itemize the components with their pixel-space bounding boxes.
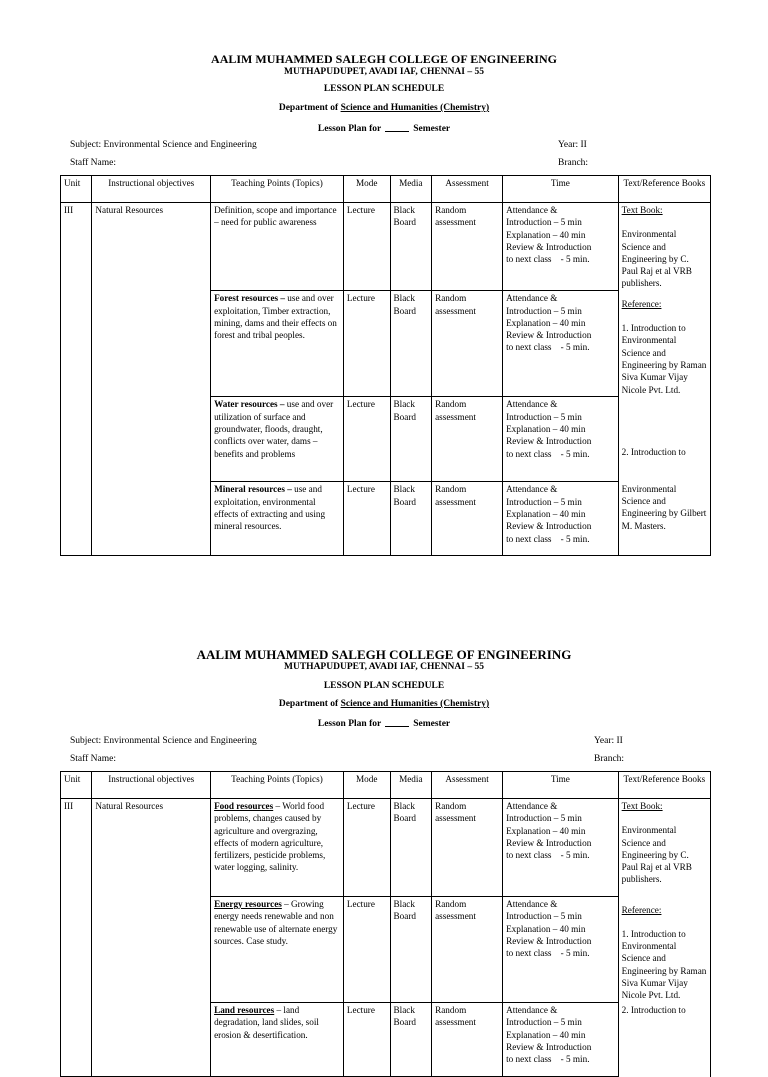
- objectives-header: Instructional objectives: [92, 772, 211, 799]
- topic-cell: [211, 799, 344, 897]
- year-line: Year: II: [594, 736, 623, 746]
- time-line: Review & Introduction: [506, 935, 592, 946]
- subject-line: Subject: Environmental Science and Engineering: [70, 736, 257, 746]
- assessment-cell: Random assessment: [432, 203, 503, 291]
- time-line: Review & Introduction: [506, 241, 592, 252]
- mode-cell: Lecture: [343, 291, 390, 397]
- mode-cell: Lecture: [343, 1003, 390, 1077]
- lesson-plan-table: [60, 771, 711, 1077]
- time-line: Introduction – 5 min: [506, 217, 582, 228]
- topic-text: use and exploitation, environmental effects of extracting and using mineral resources.: [214, 484, 326, 532]
- table-header-row: [61, 176, 711, 203]
- media-cell: Black Board: [390, 799, 432, 897]
- assessment-cell: Random assessment: [432, 397, 503, 482]
- topics-header: Teaching Points (Topics): [211, 176, 344, 203]
- reference-label: Reference:: [621, 298, 662, 309]
- assessment-header: Assessment: [432, 772, 503, 799]
- books-cell: [618, 291, 710, 397]
- media-header: Media: [390, 772, 432, 799]
- year-line: Year: II: [558, 140, 587, 150]
- semester-label: Semester: [413, 719, 451, 729]
- time-cell: [503, 203, 619, 291]
- media-cell: Black Board: [390, 897, 432, 1003]
- media-cell: Black Board: [390, 482, 432, 556]
- mode-cell: Lecture: [343, 203, 390, 291]
- time-line: to next class - 5 min.: [506, 254, 590, 265]
- time-line: Introduction – 5 min: [506, 496, 582, 507]
- media-cell: Black Board: [390, 397, 432, 482]
- time-line: to next class - 5 min.: [506, 948, 590, 959]
- objective-cell: Natural Resources: [92, 799, 211, 1077]
- unit-cell: III: [61, 799, 92, 1077]
- time-line: Introduction – 5 min: [506, 911, 582, 922]
- assessment-cell: Random assessment: [432, 291, 503, 397]
- semester-label: Semester: [413, 124, 451, 134]
- department-prefix: Department of: [278, 103, 341, 113]
- mode-header: Mode: [343, 772, 390, 799]
- time-line: to next class - 5 min.: [506, 850, 590, 861]
- time-line: Explanation – 40 min: [506, 508, 586, 519]
- books-header: Text/Reference Books: [618, 176, 710, 203]
- time-line: Attendance &: [506, 293, 558, 304]
- college-name: AALIM MUHAMMED SALEGH COLLEGE OF ENGINEERING: [196, 647, 572, 662]
- topic-text: – land degradation, land slides, soil erosion & desertification.: [214, 1005, 319, 1040]
- college-address: MUTHAPUDUPET, AVADI IAF, CHENNAI – 55: [284, 662, 484, 672]
- time-line: Explanation – 40 min: [506, 825, 586, 836]
- assessment-header: Assessment: [432, 176, 503, 203]
- text-book-label: Text Book:: [621, 205, 663, 215]
- objectives-header: Instructional objectives: [92, 176, 211, 203]
- books-header: Text/Reference Books: [618, 772, 710, 799]
- time-line: Review & Introduction: [506, 330, 592, 341]
- topic-cell: [211, 482, 344, 556]
- time-line: Introduction – 5 min: [506, 813, 582, 824]
- lesson-plan-for-line: [0, 122, 768, 134]
- semester-blank: [385, 122, 409, 132]
- table-row: [61, 203, 711, 291]
- reference-entry: 1. Introduction to Environmental Science and Engineering by Raman Siva Kumar Vijay Nicole Pvt. Ltd.: [621, 928, 707, 1001]
- time-cell: [503, 897, 619, 1003]
- books-cell: [618, 203, 710, 291]
- time-line: Review & Introduction: [506, 1041, 592, 1052]
- topic-cell: [211, 897, 344, 1003]
- branch-line: Branch:: [558, 158, 589, 168]
- topic-text: – Growing energy needs renewable and non renewable use of alternate energy sources. Case study.: [214, 899, 338, 946]
- assessment-cell: Random assessment: [432, 897, 503, 1003]
- time-line: Explanation – 40 min: [506, 317, 586, 328]
- time-line: Explanation – 40 min: [506, 923, 586, 934]
- time-line: Explanation – 40 min: [506, 423, 586, 434]
- topic-heading: Energy resources: [214, 899, 282, 909]
- time-line: Introduction – 5 min: [506, 305, 582, 316]
- topic-cell: [211, 291, 344, 397]
- unit-header: Unit: [61, 176, 92, 203]
- time-line: to next class - 5 min.: [506, 1054, 590, 1065]
- mode-cell: Lecture: [343, 397, 390, 482]
- reference-entry: 2. Introduction to: [621, 446, 686, 457]
- text-book-label: Text Book:: [621, 801, 663, 811]
- reference-label: Reference:: [621, 904, 662, 915]
- time-line: Introduction – 5 min: [506, 1017, 582, 1028]
- time-cell: [503, 397, 619, 482]
- topic-cell: [211, 397, 344, 482]
- time-line: Attendance &: [506, 899, 558, 909]
- assessment-cell: Random assessment: [432, 482, 503, 556]
- topic-heading: Mineral resources –: [214, 484, 295, 495]
- topics-header: Teaching Points (Topics): [211, 772, 344, 799]
- college-address: MUTHAPUDUPET, AVADI IAF, CHENNAI – 55: [284, 67, 484, 77]
- books-cell: [618, 1003, 710, 1077]
- time-line: Attendance &: [506, 399, 558, 410]
- college-name: AALIM MUHAMMED SALEGH COLLEGE OF ENGINEERING: [211, 52, 557, 66]
- reference-entry-continued: Environmental Science and Engineering by Gilbert M. Masters.: [621, 483, 707, 531]
- staff-name-line: Staff Name:: [70, 754, 116, 764]
- topic-cell: [211, 203, 344, 291]
- time-header: Time: [503, 772, 619, 799]
- time-line: Review & Introduction: [506, 521, 592, 532]
- department-name: Science and Humanities (Chemistry): [340, 699, 490, 709]
- books-cell: [618, 397, 710, 482]
- topic-heading: Food resources: [214, 801, 274, 811]
- time-line: to next class - 5 min.: [506, 448, 590, 459]
- books-cell: [618, 799, 710, 897]
- reference-entry: 2. Introduction to: [621, 1004, 686, 1015]
- table-row: [61, 799, 711, 897]
- objective-cell: Natural Resources: [92, 203, 211, 556]
- text-book-entry: Environmental Science and Engineering by C. Paul Raj et al VRB publishers.: [621, 229, 692, 289]
- lesson-plan-for-label: Lesson Plan for: [317, 719, 382, 729]
- media-cell: Black Board: [390, 291, 432, 397]
- unit-header: Unit: [61, 772, 92, 799]
- time-cell: [503, 1003, 619, 1077]
- department-name: Science and Humanities (Chemistry): [340, 103, 490, 113]
- topic-heading: Land resources: [214, 1005, 275, 1016]
- books-cell: [618, 482, 710, 556]
- branch-line: Branch:: [594, 754, 625, 764]
- topic-text: Definition, scope and importance – need for public awareness: [214, 205, 337, 228]
- time-line: Review & Introduction: [506, 837, 592, 848]
- lesson-plan-for-label: Lesson Plan for: [317, 124, 382, 134]
- topic-text: use and over exploitation, Timber extraction, mining, dams and their effects on forest and tribal peoples.: [214, 293, 337, 341]
- time-line: Review & Introduction: [506, 436, 592, 447]
- department-prefix: Department of: [278, 699, 341, 709]
- assessment-cell: Random assessment: [432, 1003, 503, 1077]
- schedule-title: LESSON PLAN SCHEDULE: [323, 681, 445, 691]
- time-line: to next class - 5 min.: [506, 342, 590, 353]
- staff-name-line: Staff Name:: [70, 158, 116, 168]
- time-line: Introduction – 5 min: [506, 411, 582, 422]
- topic-text: – World food problems, changes caused by agriculture and overgrazing, effects of modern agriculture, fertilizers, pesticide problems, water logging, salinity.: [214, 801, 326, 873]
- semester-blank: [385, 717, 409, 727]
- mode-cell: Lecture: [343, 482, 390, 556]
- assessment-cell: Random assessment: [432, 799, 503, 897]
- schedule-title: LESSON PLAN SCHEDULE: [323, 84, 445, 94]
- time-line: Attendance &: [506, 484, 558, 495]
- topic-heading: Forest resources –: [214, 293, 288, 304]
- mode-cell: Lecture: [343, 799, 390, 897]
- time-cell: [503, 291, 619, 397]
- topic-cell: [211, 1003, 344, 1077]
- unit-cell: III: [61, 203, 92, 556]
- time-header: Time: [503, 176, 619, 203]
- lesson-plan-table: [60, 175, 711, 556]
- time-line: Explanation – 40 min: [506, 1029, 586, 1040]
- text-book-entry: Environmental Science and Engineering by C. Paul Raj et al VRB publishers.: [621, 825, 692, 885]
- time-line: Attendance &: [506, 801, 558, 811]
- time-line: Attendance &: [506, 205, 558, 215]
- time-cell: [503, 799, 619, 897]
- lesson-plan-for-line: [0, 717, 768, 729]
- media-cell: Black Board: [390, 1003, 432, 1077]
- books-cell: [618, 897, 710, 1003]
- time-line: to next class - 5 min.: [506, 533, 590, 544]
- media-cell: Black Board: [390, 203, 432, 291]
- reference-entry: 1. Introduction to Environmental Science and Engineering by Raman Siva Kumar Vijay Nicole Pvt. Ltd.: [621, 323, 707, 395]
- media-header: Media: [390, 176, 432, 203]
- mode-cell: Lecture: [343, 897, 390, 1003]
- department-line: [0, 699, 768, 709]
- mode-header: Mode: [343, 176, 390, 203]
- topic-text: use and over utilization of surface and groundwater, floods, draught, conflicts over water, dams – benefits and problems: [214, 399, 334, 459]
- subject-line: Subject: Environmental Science and Engineering: [70, 140, 257, 150]
- time-cell: [503, 482, 619, 556]
- table-header-row: [61, 772, 711, 799]
- department-line: [0, 103, 768, 113]
- topic-heading: Water resources –: [214, 399, 287, 410]
- time-line: Explanation – 40 min: [506, 229, 586, 240]
- time-line: Attendance &: [506, 1005, 558, 1016]
